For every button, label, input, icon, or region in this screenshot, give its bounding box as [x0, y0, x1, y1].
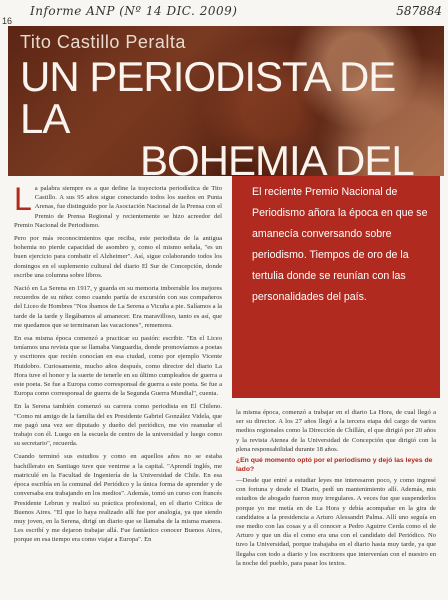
article-column-right-top: [236, 408, 436, 452]
drop-cap: L: [14, 184, 32, 217]
paragraph: —Desde que entré a estudiar leyes me interesaron poco, y como ingresé con fortuna y desde el Diario, pedí un mantenimiento allí. Además, mis estudios de abogado fueron muy irregulares. A veces fue que suspenderlos porque yo me metía en de La Hora y debía acompañar en la gira de candidatos a la presidencia a Arturo Alessandri Palma. Allí uno seguía en ese medio con las cosas y a él conocer a Pedro Aguirre Cerda como el de Arturo y que un día el como era una con el candidato del Periódico. No tuvo la Universidad, porque trabajaba en el diario hasta muy tarde, ya que llegaba con todo a diario y los escritores que intervenían con el nuestro en la noche del pueblo, para pasar los textos.: [236, 477, 436, 567]
paragraph: la misma época, comenzó a trabajar en el diario La Hora, de cual llegó a ser su director. A los 27 años llegó a la tercera etapa del cargo de varios medios regionales como la Dirección de Chillán, el que dirigió por 20 años y la revista Atenea de la Universidad de Concepción que dirigió con la plena responsabilidad durante 18 años.: [236, 409, 436, 452]
paragraph: En esa misma época comenzó a practicar su pasión: escribir. "En el Liceo teníamos una revista que se llamaba Vanguardia, donde promovíamos a poetas y escritores que recién conocían en esa ciudad, como por ejemplo Vicente Huidobro. Curiosamente, mucho años después, como director del diario La Hora tuve el honor y la suerte de tenerle en su último cumpleaños de guerra a este poeta. Se fue a Europa como corresponsal de guerra a este poeta. Se fue a Europa como corresponsal de guerra de la Segunda Guerra Mundial", cuenta.: [14, 335, 222, 398]
handwritten-note: Informe ANP (Nº 14 DIC. 2009): [30, 4, 238, 18]
header-image: [8, 26, 444, 176]
article-column-right-bottom: [236, 476, 436, 596]
interview-question: ¿En qué momento optó por el periodismo y dejó las leyes de lado?: [236, 457, 433, 473]
page-number: 16: [2, 16, 13, 26]
article-title: [20, 53, 444, 176]
paragraph: En la Serena también comenzó su carrera como periodista en El Chileno. "Como mi amigo de la familia del ex Presidente Gabriel González Videla, que me pagó una vez ser diputado y dueño del periódico, me vio reanudar el trabajo con él. Luego en la escuela de centro de la universidad y luego como su secretario", recuerda.: [14, 403, 222, 448]
article-column-left: [14, 184, 222, 596]
title-line-2: BOHEMIA DEL: [140, 137, 413, 176]
archive-stamp: 587884: [396, 4, 442, 18]
pull-quote: El reciente Premio Nacional de Periodismo añora la época en que se amanecía conversando sobre periodismo. Tiempos de oro de la tertulia donde se reunían con las personalidades del país.: [232, 176, 440, 398]
paragraph: Cuando terminó sus estudios y como en aquellos años no se estaba bachillerato en Santiago tuve que venirme a la capital. "Aprendí inglés, me matriculé en la Facultad de Ingeniería de la Universidad de Chile. En esa época escribía en la comunal del Periódico y la única forma de aprender y de conversaba era trabajando en los medios". Además, tomó un curso con francés Presidente Lebrun y realizó su práctica profesional, en el diario Crítica de Buenos Aires. "El que lo haya realizado allí fue por analogía, ya que siendo muy joven, en la Serena, dirigí un diario que se llamaba de la misma manera. Les escribí y me dejaron trabajar allá. Fue fantástico conocer Buenos Aires, porque en esa tiempo era como viajar a Europa". En: [14, 453, 222, 544]
paragraph: Pero por más reconocimientos que reciba, este periodista de la antigua bohemia no pierde capacidad de asombro y, como el mismo señala, "es un buen ejercicio para combatir el Alzheimer". Así, sigue colaborando todos los domingos en el suplemento cultural del diario El Sur de Concepción, donde escribe una columna sobre libros.: [14, 235, 222, 279]
paragraph: Nació en La Serena en 1917, y guarda en su memoria imborrable los mejores recuerdos de su niñez como cuando partía de excursión con sus compañeros del Liceo de Hombres "Nos íbamos de La Serena a Vicuña a pie. Salíamos a la tarde de la tarde y llegábamos al amanecer. Era maravilloso, tanto es así, que me quedamos que se terminaran las vacaciones", rememora.: [14, 285, 222, 329]
byline: Tito Castillo Peralta: [20, 32, 186, 52]
paragraph: La palabra siempre es a que define la trayectoria periodística de Tito Castillo. A sus 95 años sigue conectando todos los sueños en Punta Arenas, fue distinguido por la Asociación Nacional de la Prensa con el Premio de Prensa Regional y recientemente se hizo acreedor del Premio Nacional de Periodismo.: [14, 184, 222, 229]
title-line-1: UN PERIODISTA DE LA: [20, 53, 396, 142]
